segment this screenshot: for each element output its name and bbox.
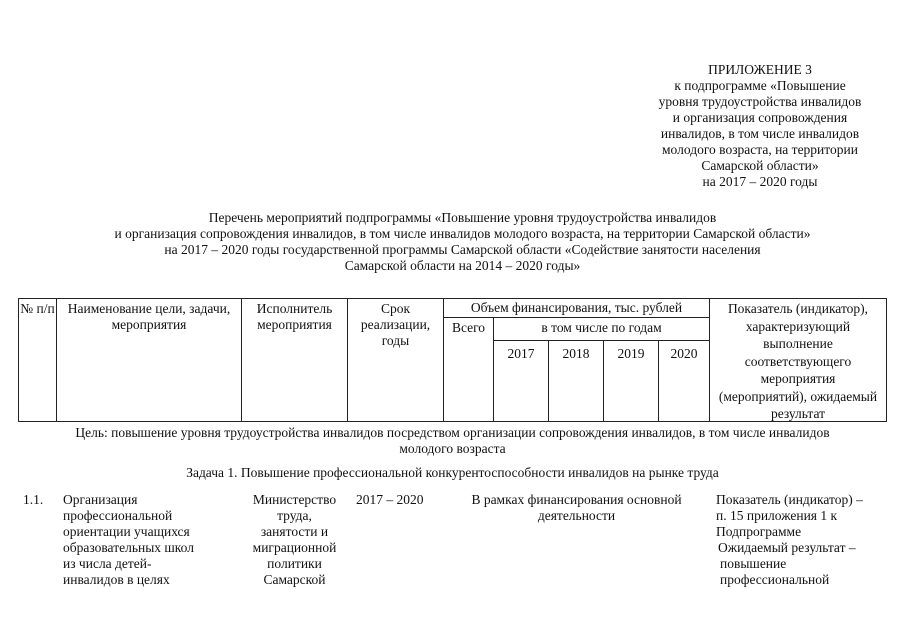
appendix-line: ПРИЛОЖЕНИЕ 3 (708, 62, 812, 77)
row-name (63, 492, 194, 588)
row-indicator-line: профессиональной (720, 572, 830, 587)
appendix-line: Самарской области» (701, 158, 819, 173)
row-name-line: инвалидов в целях (63, 572, 170, 587)
title-line: на 2017 – 2020 годы государственной программы Самарской области «Содействие занятости населения (164, 242, 761, 257)
title-line: Перечень мероприятий подпрограммы «Повышение уровня трудоустройства инвалидов (208, 210, 717, 225)
header-year-2020: 2020 (670, 346, 698, 361)
appendix-line: уровня трудоустройства инвалидов (658, 94, 862, 109)
header-total: Всего (451, 320, 486, 335)
appendix-header (620, 62, 900, 190)
row-indicator-line: Ожидаемый результат – (718, 540, 856, 555)
row-name-line: профессиональной (63, 508, 173, 523)
table-border (18, 298, 887, 299)
header-year-2017: 2017 (507, 346, 535, 361)
row-funding-line: В рамках финансирования основной (471, 492, 682, 507)
row-executor-line: Самарской (263, 572, 326, 587)
goal-line: молодого возраста (399, 441, 506, 456)
task-title: Задача 1. Повышение профессиональной конкурентоспособности инвалидов на рынке труда (186, 465, 719, 480)
header-period: Срок реализации, годы (360, 301, 431, 348)
row-executor-line: миграционной (252, 540, 337, 555)
row-period: 2017 – 2020 (356, 492, 424, 507)
table-border (709, 298, 710, 422)
appendix-line: инвалидов, в том числе инвалидов (660, 126, 860, 141)
row-executor-line: политики (267, 556, 322, 571)
header-year-2019: 2019 (617, 346, 645, 361)
row-indicator (712, 492, 863, 588)
table-border (443, 317, 709, 318)
row-executor-line: Министерство (252, 492, 337, 507)
row-name-line: образовательных школ (63, 540, 194, 555)
appendix-line: молодого возраста, на территории (662, 142, 858, 157)
appendix-line: к подпрограмме «Повышение (674, 78, 846, 93)
row-indicator-line: повышение (720, 556, 787, 571)
appendix-line: на 2017 – 2020 годы (702, 174, 818, 189)
row-indicator-line: п. 15 приложения 1 к (716, 508, 838, 523)
table-border (493, 340, 709, 341)
title-line: Самарской области на 2014 – 2020 годы» (344, 258, 581, 273)
header-indicator: Показатель (индикатор), характеризующий выполнение соответствующего мероприятия (мероприятий), ожидаемый результат (718, 301, 878, 421)
table-border (886, 298, 887, 422)
header-year-2018: 2018 (562, 346, 590, 361)
appendix-line: и организация сопровождения (672, 110, 848, 125)
row-indicator-line: Подпрограмме (716, 524, 802, 539)
row-name-line: Организация (63, 492, 138, 507)
document-title (20, 210, 905, 274)
header-funding: Объем финансирования, тыс. рублей (470, 300, 683, 315)
table-border (443, 298, 444, 422)
row-name-line: ориентации учащихся (63, 524, 190, 539)
goal-text (0, 425, 905, 457)
header-num: № п/п (20, 301, 55, 316)
row-executor (242, 492, 347, 588)
row-funding (444, 492, 709, 524)
header-executor: Исполнитель мероприятия (256, 301, 333, 332)
table-header (0, 298, 905, 422)
row-num: 1.1. (23, 492, 44, 507)
row-executor-line: занятости и (260, 524, 329, 539)
header-by-years: в том числе по годам (541, 320, 662, 335)
row-indicator-line: Показатель (индикатор) – (716, 492, 863, 507)
row-name-line: из числа детей- (63, 556, 152, 571)
goal-line: Цель: повышение уровня трудоустройства инвалидов посредством организации сопровождения инвалидов, в том числе инвалидов (75, 425, 830, 440)
title-line: и организация сопровождения инвалидов, в том числе инвалидов молодого возраста, на территории Самарской области» (114, 226, 811, 241)
row-funding-line: деятельности (537, 508, 616, 523)
header-name: Наименование цели, задачи, мероприятия (67, 301, 231, 332)
row-executor-line: труда, (277, 508, 312, 523)
